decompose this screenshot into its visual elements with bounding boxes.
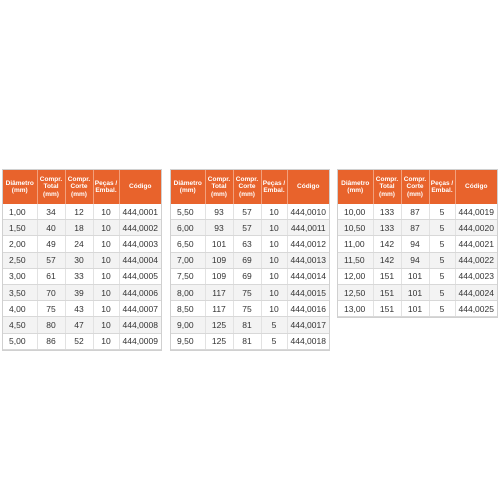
table-row [171,333,329,349]
header-codigo: Código [455,170,497,204]
cell-compr-total: 117 [205,301,233,317]
table-header-row [3,170,161,204]
cell-compr-total: 151 [373,268,401,284]
cell-codigo: 444,0007 [119,301,161,317]
cell-diametro: 1,50 [3,220,37,236]
cell-pecas-embal: 5 [429,284,455,300]
header-pecas-embal: Peças / Embal. [261,170,287,204]
cell-codigo: 444,0009 [119,333,161,349]
cell-pecas-embal: 10 [261,252,287,268]
header-codigo: Código [119,170,161,204]
cell-compr-total: 34 [37,204,65,220]
table-row [171,301,329,317]
cell-compr-corte: 12 [65,204,93,220]
cell-compr-corte: 94 [401,236,429,252]
cell-diametro: 9,00 [171,317,205,333]
cell-pecas-embal: 10 [93,284,119,300]
cell-codigo: 444,0005 [119,268,161,284]
cell-diametro: 12,00 [338,268,373,284]
cell-codigo: 444,0022 [455,252,497,268]
table-row [3,317,161,333]
drill-spec-table-3 [338,170,497,317]
cell-pecas-embal: 5 [261,333,287,349]
cell-diametro: 9,50 [171,333,205,349]
cell-pecas-embal: 10 [93,268,119,284]
cell-pecas-embal: 10 [261,220,287,236]
cell-codigo: 444,0020 [455,220,497,236]
cell-compr-corte: 52 [65,333,93,349]
cell-codigo: 444,0004 [119,252,161,268]
table-row [171,236,329,252]
cell-compr-total: 70 [37,284,65,300]
cell-compr-corte: 94 [401,252,429,268]
cell-diametro: 6,50 [171,236,205,252]
cell-compr-total: 40 [37,220,65,236]
cell-compr-total: 80 [37,317,65,333]
table-row [171,204,329,220]
header-pecas-embal: Peças / Embal. [93,170,119,204]
cell-codigo: 444,0012 [287,236,329,252]
cell-codigo: 444,0024 [455,284,497,300]
cell-pecas-embal: 10 [261,301,287,317]
cell-compr-total: 125 [205,317,233,333]
header-compr-total: Compr. Total (mm) [373,170,401,204]
cell-diametro: 4,00 [3,301,37,317]
cell-compr-total: 61 [37,268,65,284]
cell-pecas-embal: 10 [93,333,119,349]
cell-diametro: 4,50 [3,317,37,333]
cell-codigo: 444,0025 [455,301,497,317]
header-pecas-embal: Peças / Embal. [429,170,455,204]
cell-diametro: 2,50 [3,252,37,268]
header-diametro: Diâmetro (mm) [171,170,205,204]
table-header-row [338,170,497,204]
cell-diametro: 7,50 [171,268,205,284]
cell-compr-total: 125 [205,333,233,349]
cell-compr-corte: 47 [65,317,93,333]
table-row [3,268,161,284]
cell-diametro: 8,00 [171,284,205,300]
cell-pecas-embal: 5 [429,252,455,268]
cell-compr-total: 133 [373,204,401,220]
cell-compr-corte: 75 [233,301,261,317]
cell-compr-corte: 101 [401,268,429,284]
table-row [338,252,497,268]
table-row [3,236,161,252]
cell-compr-corte: 39 [65,284,93,300]
cell-diametro: 10,50 [338,220,373,236]
cell-compr-corte: 57 [233,220,261,236]
cell-diametro: 12,50 [338,284,373,300]
cell-pecas-embal: 10 [261,284,287,300]
table-row [3,204,161,220]
cell-compr-total: 109 [205,252,233,268]
cell-diametro: 13,00 [338,301,373,317]
table-row [3,220,161,236]
table-row [171,220,329,236]
cell-compr-corte: 87 [401,220,429,236]
cell-codigo: 444,0018 [287,333,329,349]
header-compr-total: Compr. Total (mm) [205,170,233,204]
cell-compr-total: 93 [205,204,233,220]
cell-compr-corte: 30 [65,252,93,268]
cell-codigo: 444,0006 [119,284,161,300]
cell-codigo: 444,0016 [287,301,329,317]
cell-codigo: 444,0011 [287,220,329,236]
cell-codigo: 444,0002 [119,220,161,236]
cell-codigo: 444,0010 [287,204,329,220]
cell-codigo: 444,0023 [455,268,497,284]
cell-compr-corte: 18 [65,220,93,236]
cell-compr-total: 117 [205,284,233,300]
cell-diametro: 3,00 [3,268,37,284]
cell-pecas-embal: 10 [93,220,119,236]
header-codigo: Código [287,170,329,204]
cell-compr-corte: 69 [233,268,261,284]
cell-pecas-embal: 5 [429,301,455,317]
cell-diametro: 7,00 [171,252,205,268]
table-row [171,284,329,300]
header-compr-corte: Compr. Corte (mm) [65,170,93,204]
cell-codigo: 444,0017 [287,317,329,333]
cell-compr-total: 142 [373,252,401,268]
cell-compr-total: 93 [205,220,233,236]
cell-pecas-embal: 5 [429,204,455,220]
cell-pecas-embal: 5 [261,317,287,333]
cell-compr-corte: 69 [233,252,261,268]
table-row [3,284,161,300]
cell-codigo: 444,0015 [287,284,329,300]
cell-compr-total: 49 [37,236,65,252]
header-compr-corte: Compr. Corte (mm) [401,170,429,204]
table-header-row [171,170,329,204]
cell-codigo: 444,0021 [455,236,497,252]
cell-diametro: 10,00 [338,204,373,220]
cell-compr-corte: 87 [401,204,429,220]
cell-diametro: 6,00 [171,220,205,236]
cell-compr-corte: 81 [233,333,261,349]
cell-pecas-embal: 5 [429,220,455,236]
header-compr-corte: Compr. Corte (mm) [233,170,261,204]
table-row [338,236,497,252]
table-row [338,284,497,300]
cell-compr-corte: 63 [233,236,261,252]
cell-pecas-embal: 10 [261,268,287,284]
cell-diametro: 1,00 [3,204,37,220]
cell-pecas-embal: 5 [429,268,455,284]
cell-compr-corte: 33 [65,268,93,284]
cell-pecas-embal: 10 [93,301,119,317]
cell-compr-corte: 101 [401,301,429,317]
cell-pecas-embal: 10 [93,317,119,333]
cell-compr-corte: 43 [65,301,93,317]
cell-compr-total: 109 [205,268,233,284]
cell-pecas-embal: 10 [261,204,287,220]
cell-compr-total: 151 [373,284,401,300]
cell-compr-total: 151 [373,301,401,317]
cell-compr-total: 142 [373,236,401,252]
cell-diametro: 5,00 [3,333,37,349]
cell-pecas-embal: 10 [93,236,119,252]
table-row [338,220,497,236]
cell-codigo: 444,0008 [119,317,161,333]
cell-compr-total: 101 [205,236,233,252]
cell-diametro: 2,00 [3,236,37,252]
cell-compr-total: 57 [37,252,65,268]
cell-compr-corte: 24 [65,236,93,252]
cell-codigo: 444,0001 [119,204,161,220]
cell-compr-corte: 57 [233,204,261,220]
table-row [338,301,497,317]
table-row [3,252,161,268]
cell-codigo: 444,0014 [287,268,329,284]
cell-codigo: 444,0019 [455,204,497,220]
drill-spec-table-1 [3,170,161,350]
cell-codigo: 444,0013 [287,252,329,268]
header-diametro: Diâmetro (mm) [338,170,373,204]
cell-pecas-embal: 10 [93,204,119,220]
cell-compr-total: 75 [37,301,65,317]
table-row [338,268,497,284]
table-row [3,333,161,349]
cell-compr-corte: 81 [233,317,261,333]
table-row [3,301,161,317]
cell-compr-total: 133 [373,220,401,236]
table-row [171,252,329,268]
table-row [171,268,329,284]
cell-compr-corte: 101 [401,284,429,300]
cell-pecas-embal: 5 [429,236,455,252]
cell-diametro: 11,50 [338,252,373,268]
header-diametro: Diâmetro (mm) [3,170,37,204]
cell-codigo: 444,0003 [119,236,161,252]
cell-compr-corte: 75 [233,284,261,300]
table-row [338,204,497,220]
cell-diametro: 5,50 [171,204,205,220]
table-row [171,317,329,333]
drill-spec-table-2 [171,170,329,350]
header-compr-total: Compr. Total (mm) [37,170,65,204]
cell-diametro: 8,50 [171,301,205,317]
cell-pecas-embal: 10 [261,236,287,252]
cell-diametro: 3,50 [3,284,37,300]
cell-diametro: 11,00 [338,236,373,252]
cell-pecas-embal: 10 [93,252,119,268]
cell-compr-total: 86 [37,333,65,349]
